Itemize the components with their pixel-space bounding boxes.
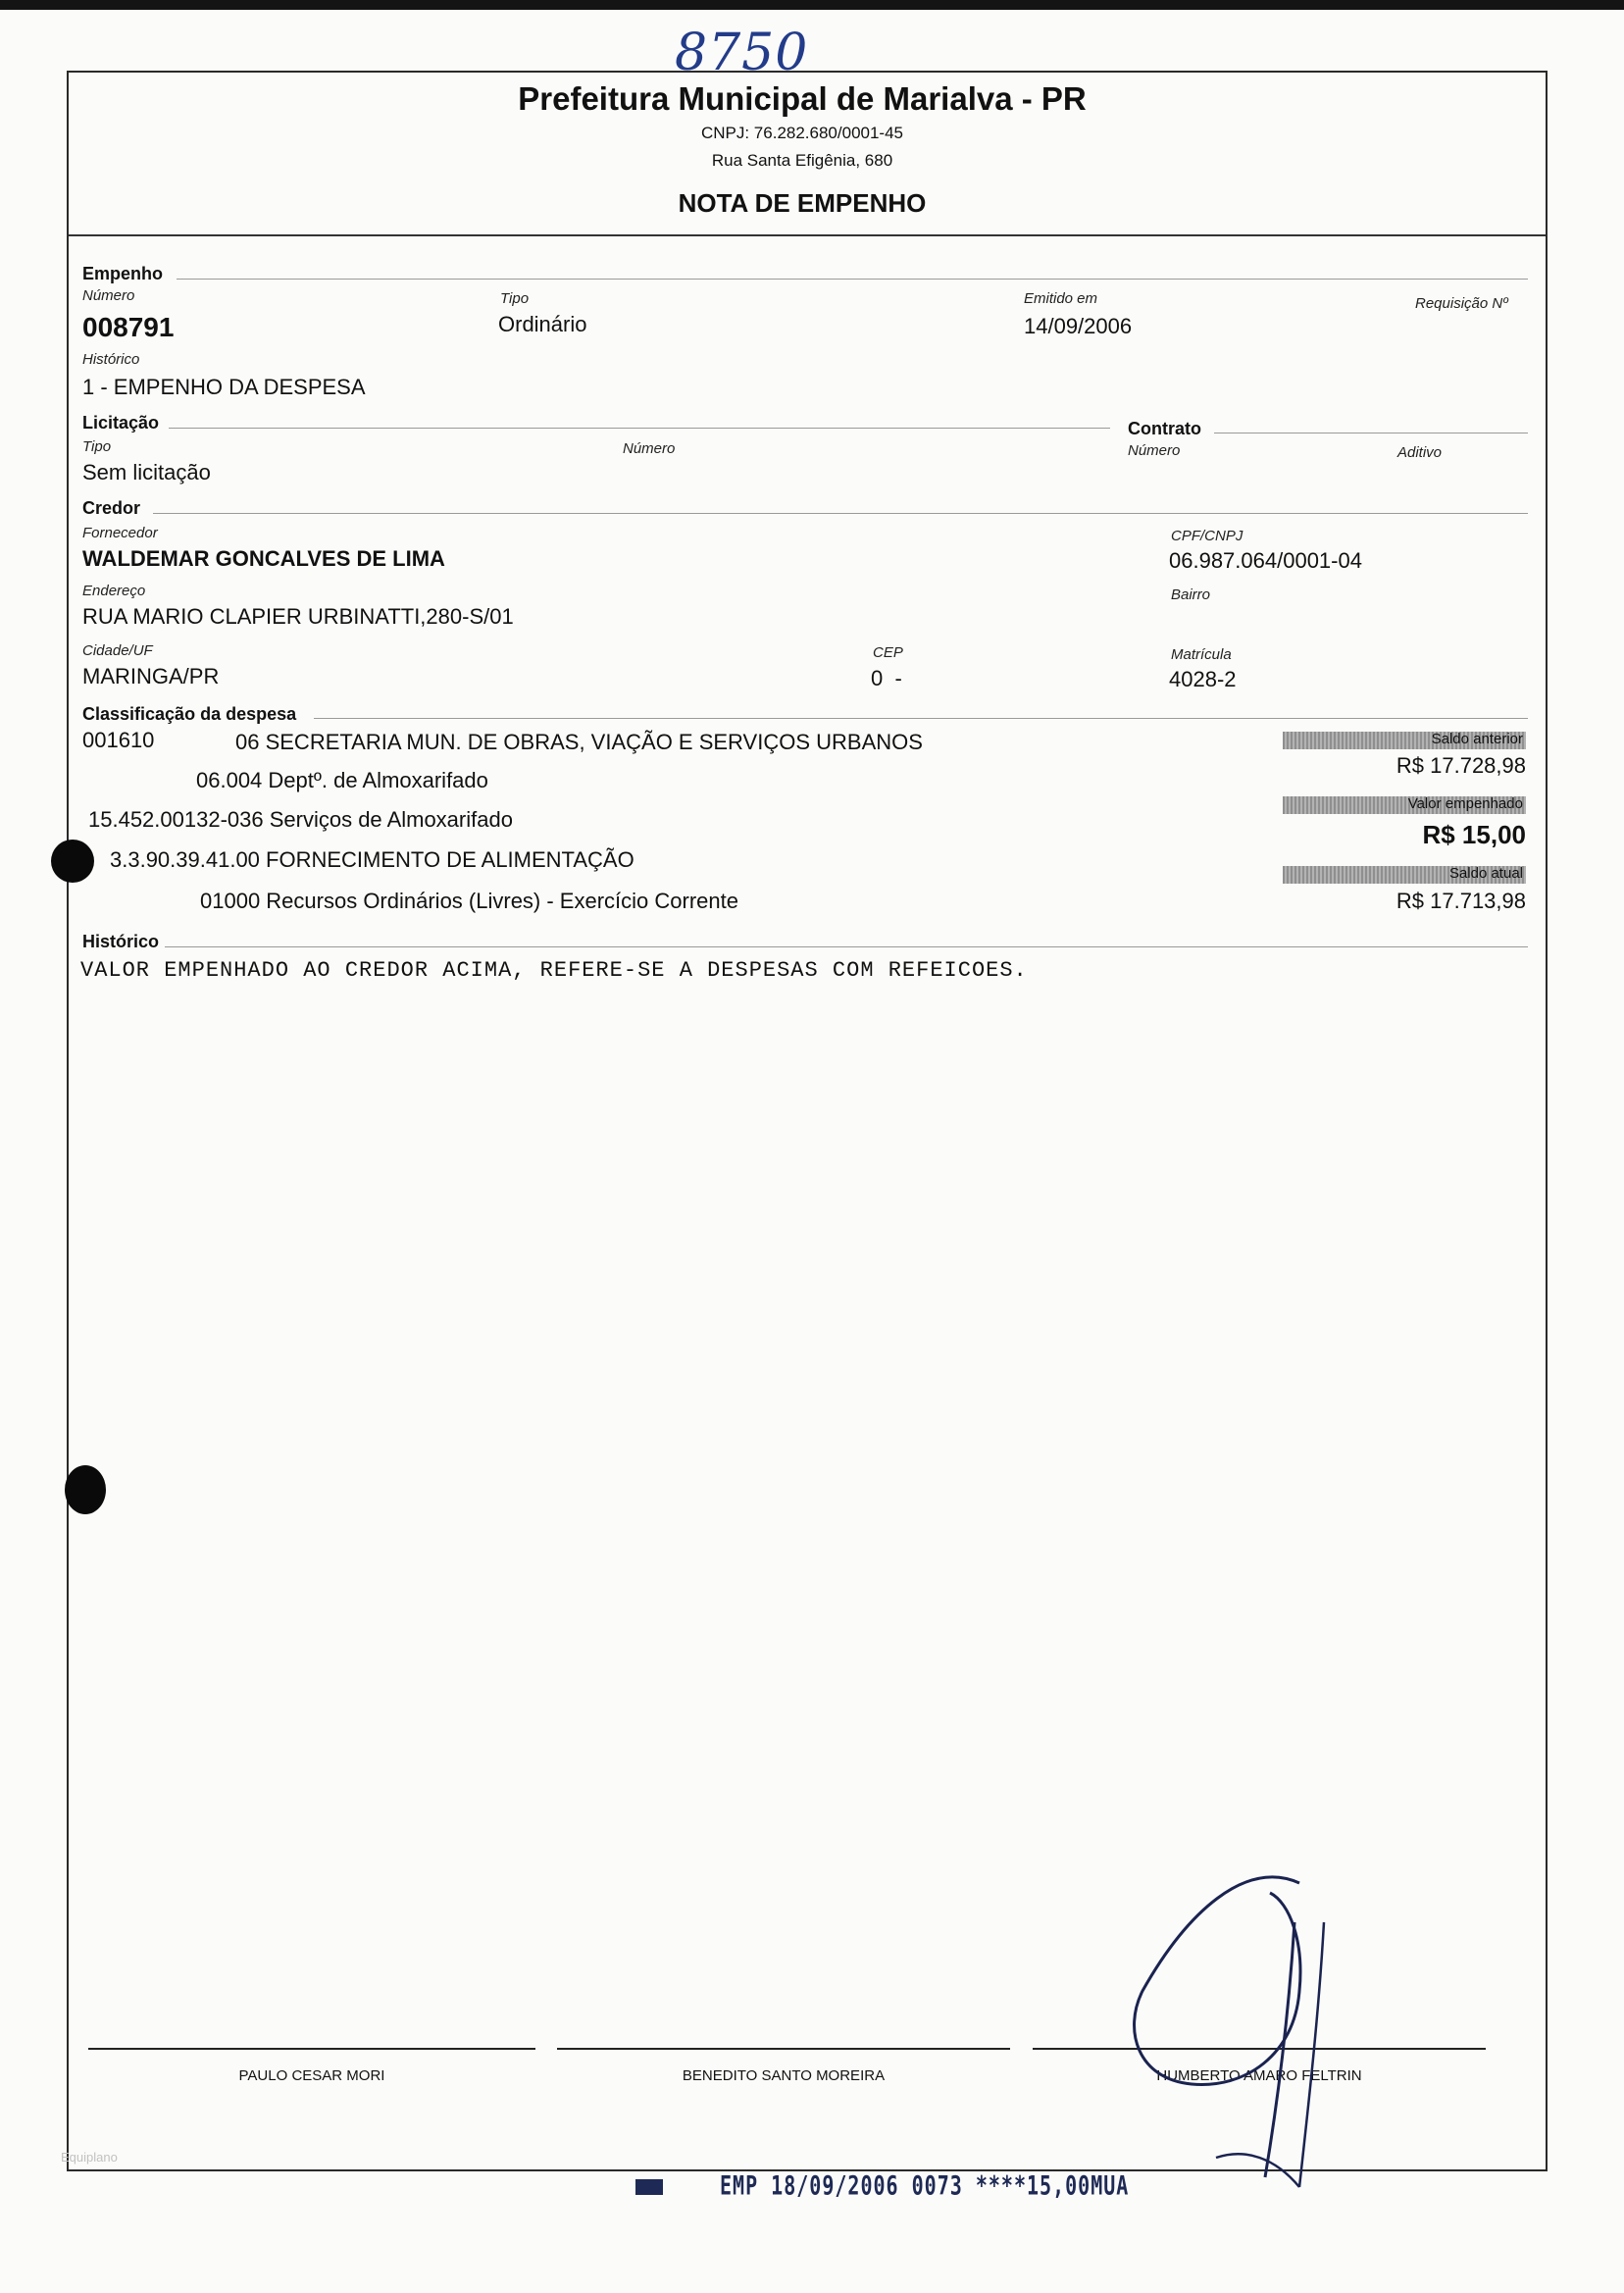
empenho-numero: 008791 xyxy=(82,312,175,342)
signature-name-3: HUMBERTO AMARO FELTRIN xyxy=(1156,2067,1362,2084)
licitacao-section-title: Licitação xyxy=(82,413,160,433)
endereco-label: Endereço xyxy=(82,583,146,599)
classificacao-orgao: 06 SECRETARIA MUN. DE OBRAS, VIAÇÃO E SERVIÇOS URBANOS xyxy=(235,730,923,754)
empenho-historico-label: Histórico xyxy=(82,351,140,368)
historico-section-title: Histórico xyxy=(82,932,160,951)
empenho-section-line xyxy=(177,279,1528,280)
valor-empenhado-value: R$ 15,00 xyxy=(1422,820,1526,849)
licitacao-section-line xyxy=(169,428,1110,429)
licitacao-numero-label: Número xyxy=(623,440,676,457)
saldo-atual-label: Saldo atual xyxy=(1448,865,1523,882)
valor-empenhado-bar xyxy=(1283,796,1526,814)
historico-section-line xyxy=(165,946,1528,947)
emitido-label: Emitido em xyxy=(1024,290,1098,307)
empenho-historico: 1 - EMPENHO DA DESPESA xyxy=(82,375,366,399)
cnpj-text: CNPJ: 76.282.680/0001-45 xyxy=(700,124,904,142)
empenho-tipo-label: Tipo xyxy=(500,290,530,307)
fornecedor-name: WALDEMAR GONCALVES DE LIMA xyxy=(82,546,445,571)
saldo-atual-value: R$ 17.713,98 xyxy=(1396,889,1526,913)
header-divider xyxy=(69,234,1546,236)
cpf-value: 06.987.064/0001-04 xyxy=(1169,548,1362,573)
licitacao-tipo: Sem licitação xyxy=(82,460,211,484)
handwritten-number: 8750 xyxy=(675,24,809,82)
document-title: NOTA DE EMPENHO xyxy=(678,188,927,218)
credor-section-line xyxy=(153,513,1528,514)
page-title: Prefeitura Municipal de Marialva - PR xyxy=(518,80,1087,117)
classificacao-elemento: 3.3.90.39.41.00 FORNECIMENTO DE ALIMENTAÇÃO xyxy=(110,847,634,872)
contrato-aditivo-label: Aditivo xyxy=(1397,444,1443,461)
fornecedor-label: Fornecedor xyxy=(82,525,158,541)
licitacao-tipo-label: Tipo xyxy=(82,438,112,455)
classificacao-unidade: 06.004 Deptº. de Almoxarifado xyxy=(196,768,488,792)
faint-vendor-text: Equiplano xyxy=(61,2150,118,2165)
hole-punch-bottom xyxy=(65,1465,106,1514)
cidade-value: MARINGA/PR xyxy=(82,664,220,688)
empenho-section-title: Empenho xyxy=(82,264,164,283)
handwritten-signature xyxy=(1098,1863,1393,2197)
classificacao-funcional: 15.452.00132-036 Serviços de Almoxarifado xyxy=(88,807,513,832)
matricula-label: Matrícula xyxy=(1171,646,1232,663)
saldo-atual-bar xyxy=(1283,866,1526,884)
scan-top-border xyxy=(0,0,1624,10)
cep-label: CEP xyxy=(873,644,903,661)
bairro-label: Bairro xyxy=(1171,586,1211,603)
cpf-label: CPF/CNPJ xyxy=(1171,528,1243,544)
signature-line-1 xyxy=(88,2048,535,2050)
requisicao-label: Requisição Nº xyxy=(1415,295,1508,312)
classificacao-section-title: Classificação da despesa xyxy=(82,704,297,724)
classificacao-section-line xyxy=(314,718,1528,719)
classificacao-fonte: 01000 Recursos Ordinários (Livres) - Exercício Corrente xyxy=(200,889,738,913)
endereco-value: RUA MARIO CLAPIER URBINATTI,280-S/01 xyxy=(82,604,514,629)
empenho-numero-label: Número xyxy=(82,287,135,304)
credor-section-title: Credor xyxy=(82,498,141,518)
address-text: Rua Santa Efigênia, 680 xyxy=(711,151,893,170)
contrato-section-title: Contrato xyxy=(1128,419,1201,438)
contrato-numero-label: Número xyxy=(1128,442,1181,459)
cep-value: 0 - xyxy=(871,666,902,690)
saldo-anterior-value: R$ 17.728,98 xyxy=(1396,753,1526,778)
stamp-mark xyxy=(635,2179,663,2195)
signature-name-1: PAULO CESAR MORI xyxy=(238,2067,385,2084)
saldo-anterior-bar xyxy=(1283,732,1526,749)
saldo-anterior-label: Saldo anterior xyxy=(1431,731,1523,747)
classificacao-code: 001610 xyxy=(82,728,155,752)
historico-text: VALOR EMPENHADO AO CREDOR ACIMA, REFERE-SE A DESPESAS COM REFEICOES. xyxy=(80,958,1028,983)
empenho-tipo: Ordinário xyxy=(498,312,587,336)
signature-line-2 xyxy=(557,2048,1010,2050)
hole-punch-top xyxy=(51,840,94,883)
footer-stamp: EMP 18/09/2006 0073 ****15,00MUA xyxy=(720,2168,1130,2202)
valor-empenhado-label: Valor empenhado xyxy=(1407,795,1523,812)
emitido-date: 14/09/2006 xyxy=(1024,314,1133,338)
cidade-label: Cidade/UF xyxy=(82,642,153,659)
matricula-value: 4028-2 xyxy=(1169,667,1237,691)
signature-name-2: BENEDITO SANTO MOREIRA xyxy=(682,2067,886,2084)
